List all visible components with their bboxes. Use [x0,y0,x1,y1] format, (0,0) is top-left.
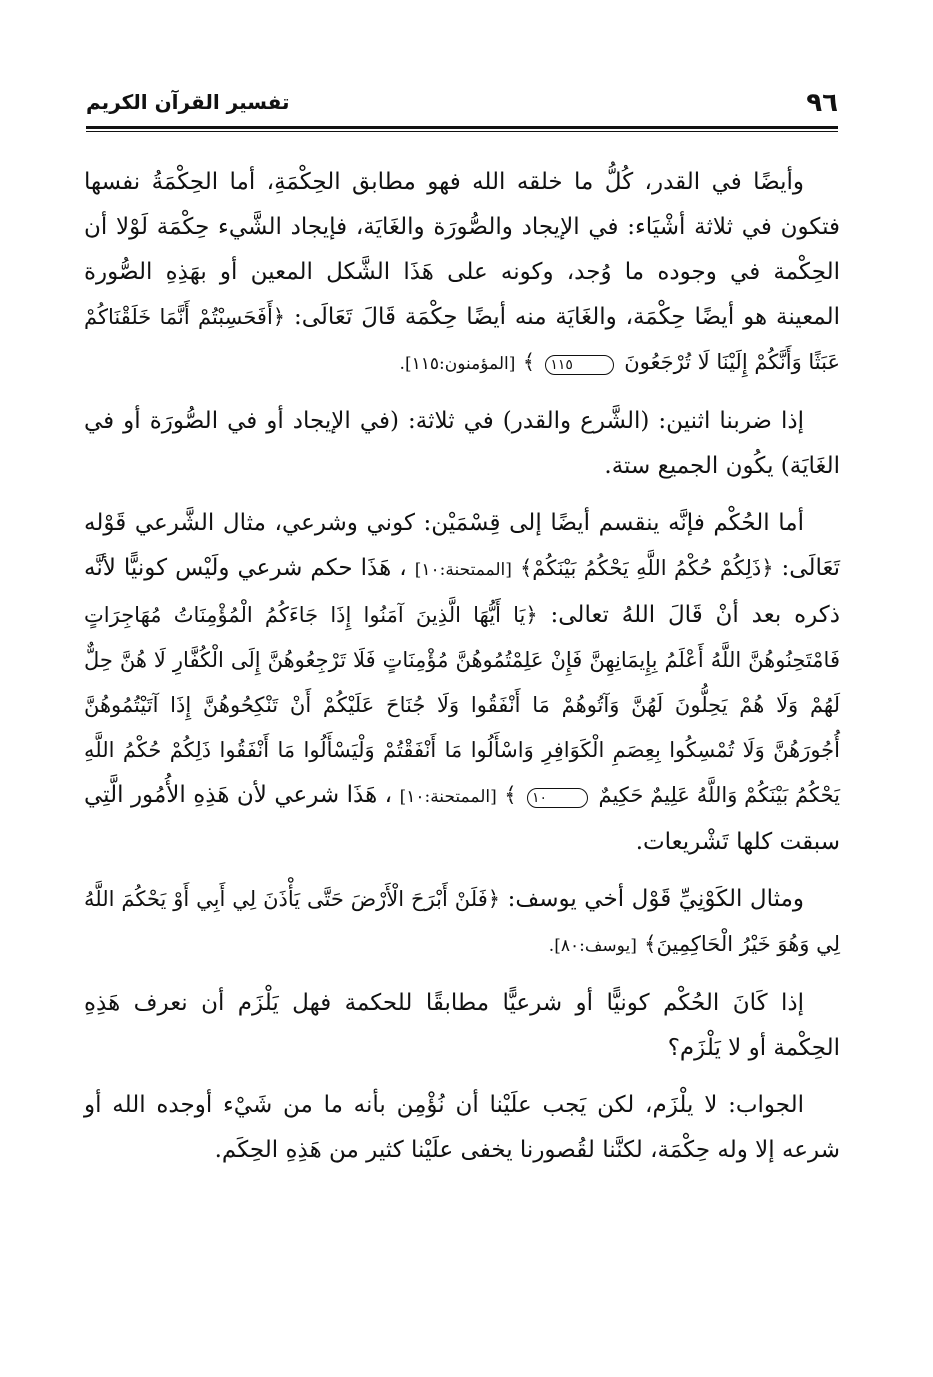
ayah-number-marker: ١١٥ [545,355,614,375]
quran-verse: ﴿يَا أَيُّهَا الَّذِينَ آمَنُوا إِذَا جَاءَكُمُ الْمُؤْمِنَاتُ مُهَاجِرَاتٍ فَامْتَحِنُوهُنَّ اللَّهُ أَعْلَمُ بِإِيمَانِهِنَّ فَإِنْ عَلِمْتُمُوهُنَّ مُؤْمِنَاتٍ فَلَا تَرْجِعُوهُنَّ إِلَى الْكُفَّارِ لَا هُنَّ حِلٌّ لَهُمْ وَلَا هُمْ يَحِلُّونَ لَهُنَّ وَآتُوهُمْ مَا أَنْفَقُوا وَلَا جُنَاحَ عَلَيْكُمْ أَنْ تَنْكِحُوهُنَّ إِذَا آتَيْتُمُوهُنَّ أُجُورَهُنَّ وَلَا تُمْسِكُوا بِعِصَمِ الْكَوَافِرِ وَاسْأَلُوا مَا أَنْفَقْتُمْ وَلْيَسْأَلُوا مَا أَنْفَقُوا ذَلِكُمْ حُكْمُ اللَّهِ يَحْكُمُ بَيْنَكُمْ وَاللَّهُ عَلِيمٌ حَكِيمٌ [84,603,841,807]
paragraph-text: أما الحُكْم فإنَّه ينقسم أيضًا إلى قِسْمَيْن: كوني وشرعي، مثال الشَّرعي قَوْله تَعَالَى: [84,510,840,581]
quran-bracket-close: ﴾ [504,783,517,807]
paragraph-text: وأيضًا في القدر، كُلُّ ما خلقه الله فهو مطابق الحِكْمَةِ، أما الحِكْمَةُ نفسها فتكون في ثلاثة أشْيَاء: في الإيجاد والصُّورَة والغَايَة، فإيجاد الشَّيء حِكْمَة لَوْلا أن الحِكْمة في وجوده ما وُجد، وكونه على هَذَا الشَّكل المعين أو بهَذِهِ الصُّورة المعينة هو أيضًا حِكْمَة، والغَايَة منه أيضًا حِكْمَة قَالَ تَعَالَى: [84,169,840,330]
running-title: تفسير القرآن الكريم [86,90,290,114]
paragraph-text: ومثال الكَوْنِيِّ قَوْل أخي يوسف: [500,886,804,912]
header-rule [86,126,838,129]
paragraph-text: إذا كَانَ الحُكْم كونيًّا أو شرعيًّا مطابقًا للحكمة فهل يَلْزَم أن نعرف هَذِهِ الحِكْمة أو لا يَلْزَم؟ [84,990,840,1061]
page-body [84,160,840,1185]
quran-verse: ﴿أَفَحَسِبْتُمْ أَنَّمَا خَلَقْنَاكُمْ عَبَثًا وَأَنَّكُمْ إِلَيْنَا لَا تُرْجَعُونَ [84,305,840,374]
ayah-number-marker: ١٠ [527,788,588,808]
page-header [86,82,838,126]
paragraph-4 [84,877,840,969]
paragraph-text: ، هَذَا حكم شرعي ولَيْس كونيًّا لأنَّه ذكره بعد أنْ قَالَ اللهُ تعالى: [84,555,840,628]
verse-reference: [يوسف:٨٠]. [548,936,637,956]
quran-bracket-close: ﴾ [522,350,536,374]
quran-verse: ﴿ذَلِكُمْ حُكْمُ اللَّهِ يَحْكُمُ بَيْنَكُمْ﴾ [519,556,774,580]
paragraph-2 [84,399,840,489]
verse-reference: [الممتحنة:١٠] [414,560,512,580]
paragraph-3 [84,501,840,865]
quran-verse: ﴿فَلَنْ أَبْرَحَ الْأَرْضَ حَتَّى يَأْذَنَ لِي أَبِي أَوْ يَحْكُمَ اللَّهُ لِي وَهُوَ خَيْرُ الْحَاكِمِينَ﴾ [84,887,840,956]
header-rule-thin [86,131,838,132]
paragraph-1 [84,160,840,387]
paragraph-text: الجواب: لا يلْزَم، لكن يَجب علَيْنا أن نُؤْمِن بأنه ما من شَيْء أوجده الله أو شرعه إلا وله حِكْمَة، لكنَّنا لقُصورنا يخفى علَيْنا كثير من هَذِهِ الحِكَم. [84,1092,840,1163]
page-number: ٩٦ [806,88,838,118]
paragraph-6 [84,1083,840,1173]
verse-reference: [الممتحنة:١٠] [399,787,497,807]
paragraph-text: إذا ضربنا اثنين: (الشَّرع والقدر) في ثلاثة: (في الإيجاد أو في الصُّورَة أو في الغَايَة) يكُون الجميع ستة. [84,408,840,479]
verse-reference: [المؤمنون:١١٥]. [399,354,516,374]
paragraph-5 [84,981,840,1071]
paragraph-text: ، هَذَا شرعي لأن هَذِهِ الأُمُور الَّتِي سبقت كلها تَشْريعات. [84,782,840,855]
